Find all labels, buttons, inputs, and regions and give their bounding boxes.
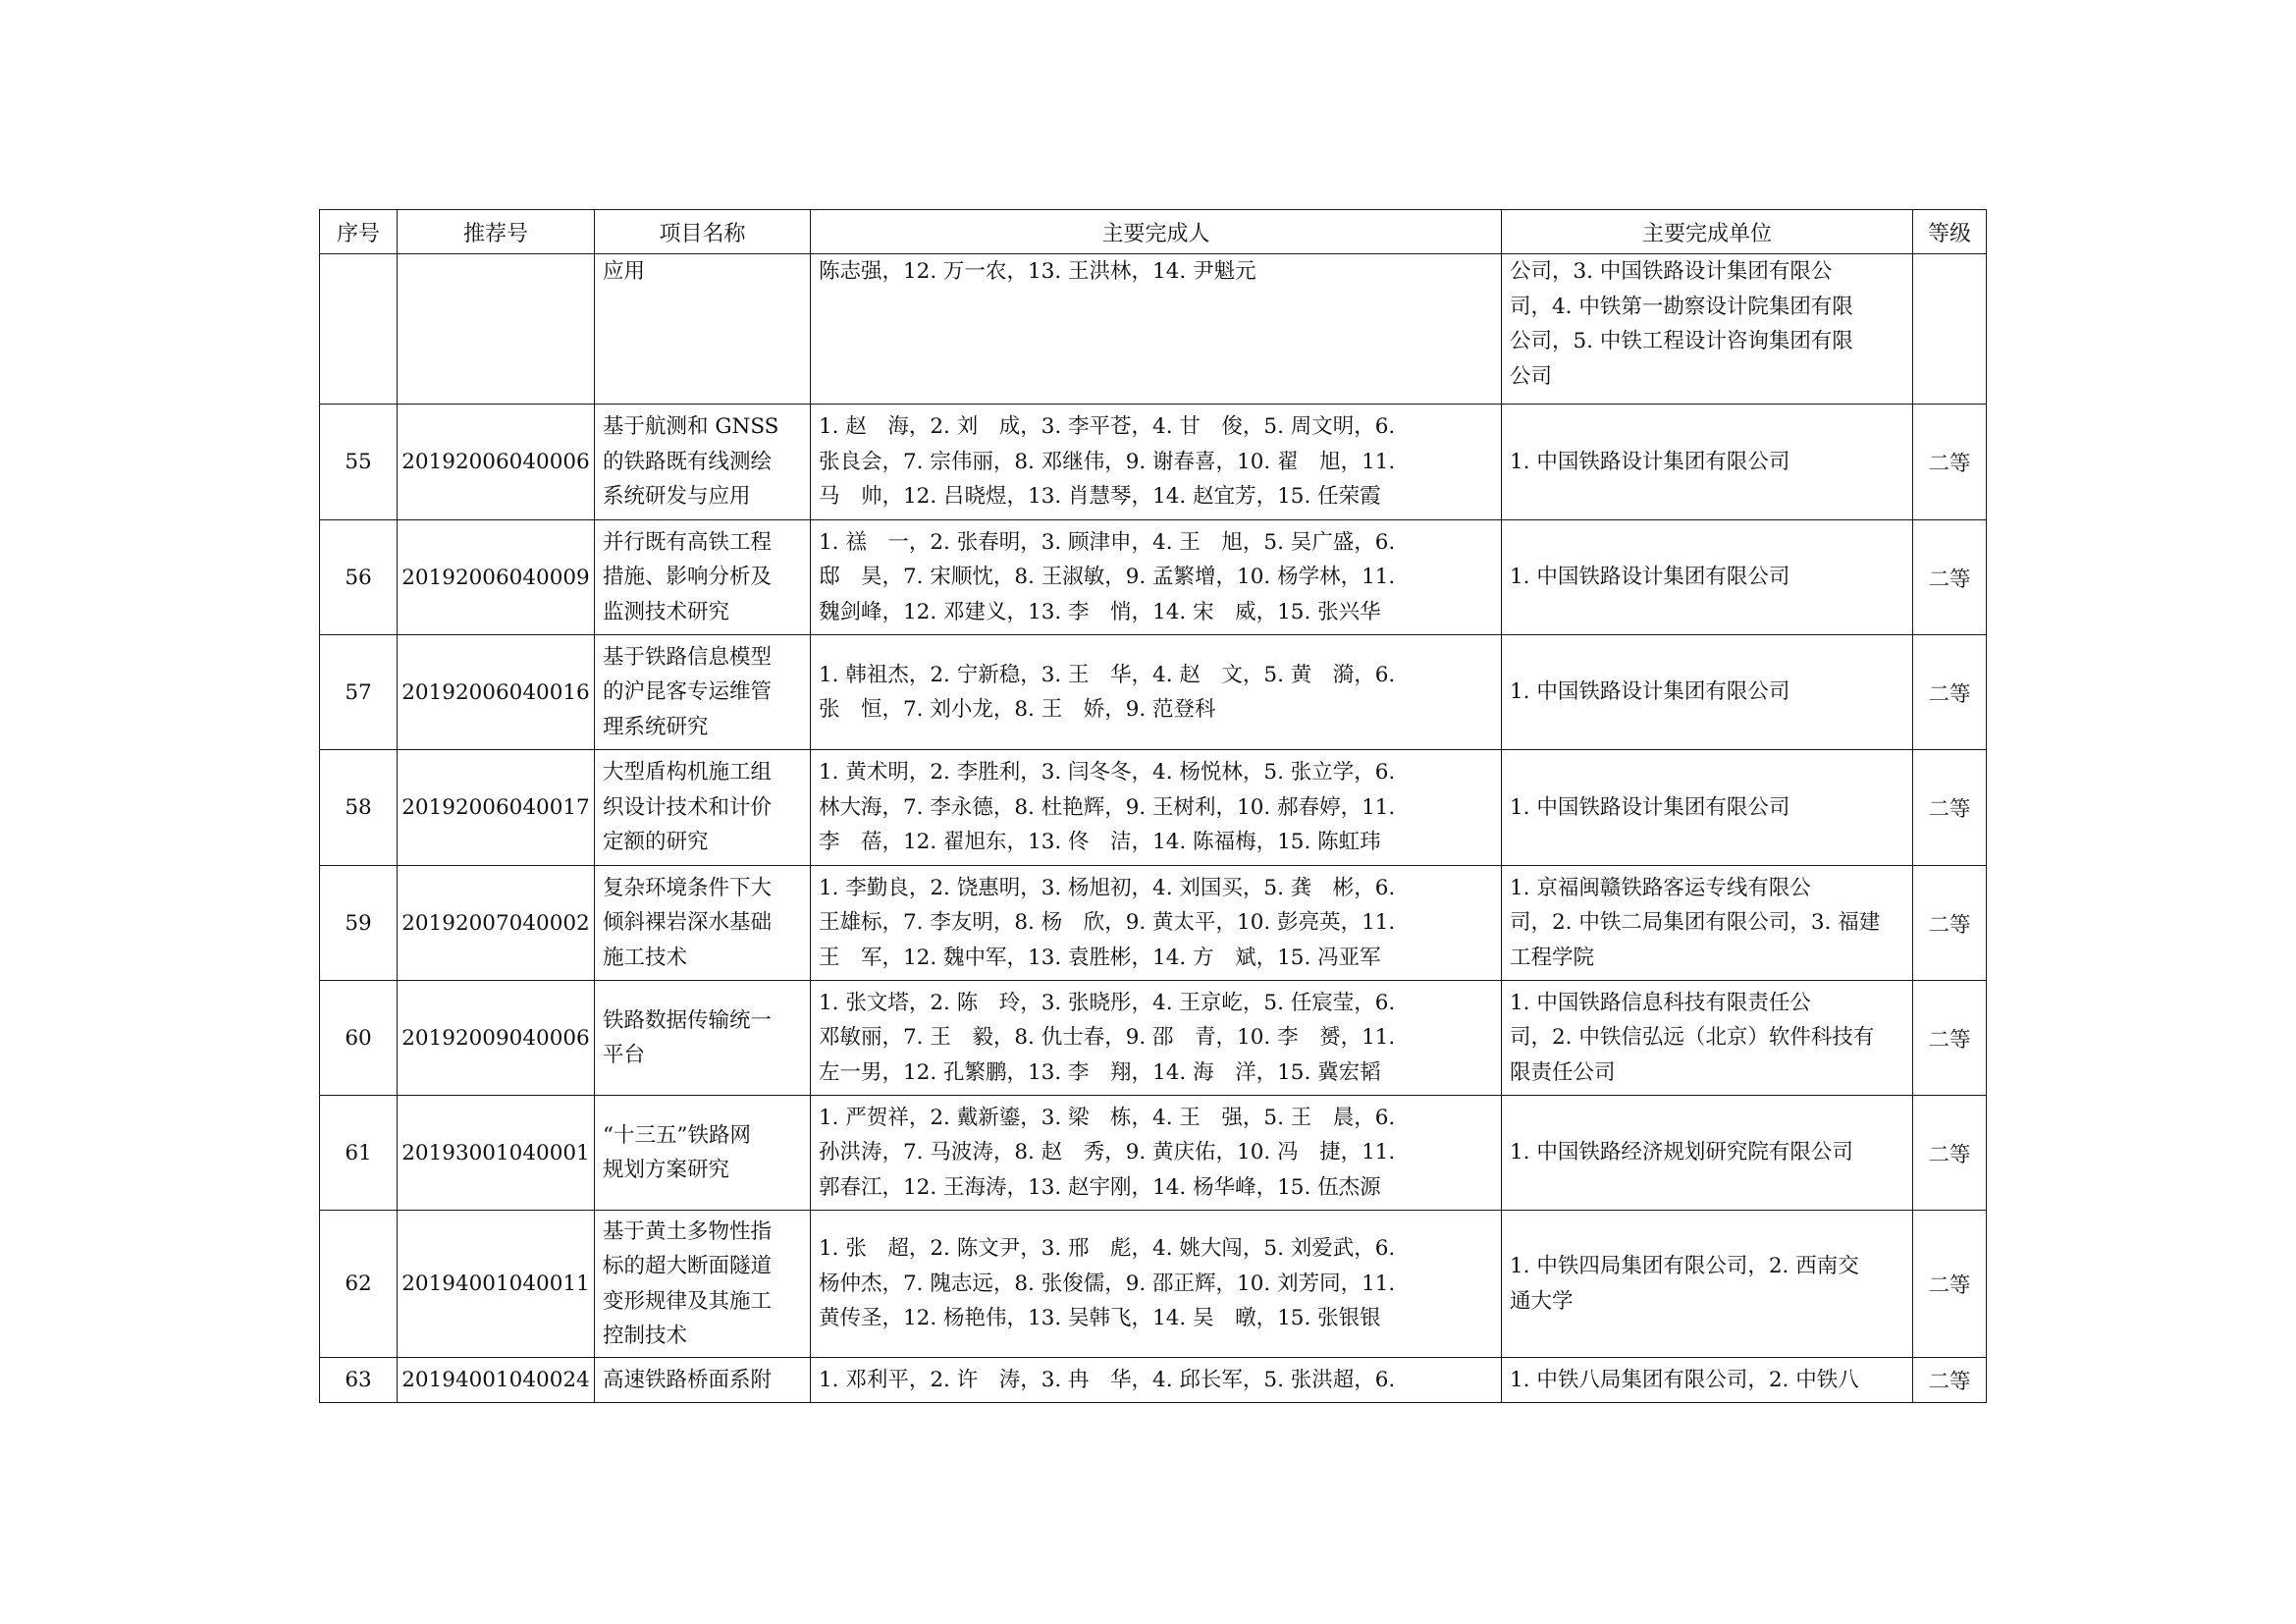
cell-seq: 56 [320, 520, 398, 635]
cell-seq [320, 254, 398, 405]
cell-main-people [811, 1096, 1502, 1211]
table-row [320, 1096, 1987, 1211]
cell-line: 并行既有高铁工程 [603, 529, 773, 555]
cell-line: 林大海，7. 李永德，8. 杜艳辉，9. 王树利，10. 郝春婷，11. [819, 794, 1396, 820]
cell-line: 1. 中国铁路经济规划研究院有限公司 [1510, 1140, 1853, 1165]
cell-grade: 二等 [1913, 635, 1987, 750]
cell-project-name [595, 1211, 811, 1358]
cell-line: 1. 黄术明，2. 李胜利，3. 闫冬冬，4. 杨悦林，5. 张立学，6. [819, 760, 1396, 785]
cell-line: 孙洪涛，7. 马波涛，8. 赵 秀，9. 黄庆佑，10. 冯 捷，11. [819, 1140, 1396, 1165]
cell-line: 司，2. 中铁信弘远（北京）软件科技有 [1510, 1025, 1875, 1051]
cell-line: 马 帅，12. 吕晓煜，13. 肖慧琴，14. 赵宜芳，15. 任荣霞 [819, 484, 1381, 510]
header-seq: 序号 [320, 210, 398, 254]
table-row [320, 1211, 1987, 1358]
cell-project-name [595, 254, 811, 405]
cell-main-units [1502, 1096, 1913, 1211]
cell-seq: 59 [320, 866, 398, 981]
cell-seq: 61 [320, 1096, 398, 1211]
cell-main-units [1502, 981, 1913, 1096]
cell-grade: 二等 [1913, 866, 1987, 981]
cell-project-name [595, 1358, 811, 1403]
header-grade: 等级 [1913, 210, 1987, 254]
cell-line: 1. 张文塔，2. 陈 玲，3. 张晓彤，4. 王京屹，5. 任宸莹，6. [819, 990, 1396, 1015]
cell-rec-no: 20192006040006 [398, 405, 595, 520]
cell-line: 张 恒，7. 刘小龙，8. 王 娇，9. 范登科 [819, 697, 1216, 722]
cell-main-units [1502, 254, 1913, 405]
cell-line: 张良会，7. 宗伟丽，8. 邓继伟，9. 谢春喜，10. 翟 旭，11. [819, 449, 1396, 474]
cell-line: 基于黄土多物性指 [603, 1218, 773, 1244]
cell-line: 变形规律及其施工 [603, 1288, 773, 1314]
table-row [320, 520, 1987, 635]
cell-grade: 二等 [1913, 750, 1987, 866]
cell-main-people [811, 1358, 1502, 1403]
cell-line: 王 军，12. 魏中军，13. 袁胜彬，14. 方 斌，15. 冯亚军 [819, 945, 1381, 970]
award-table [319, 209, 1987, 1403]
cell-line: 定额的研究 [603, 830, 709, 855]
cell-line: 倾斜裸岩深水基础 [603, 910, 773, 936]
cell-main-units [1502, 405, 1913, 520]
cell-rec-no: 20192006040016 [398, 635, 595, 750]
table-body [320, 254, 1987, 1403]
cell-main-people [811, 405, 1502, 520]
cell-line: 1. 李勤良，2. 饶惠明，3. 杨旭初，4. 刘国买，5. 龚 彬，6. [819, 875, 1396, 900]
cell-seq: 55 [320, 405, 398, 520]
cell-line: 复杂环境条件下大 [603, 875, 773, 900]
cell-line: 控制技术 [603, 1324, 688, 1348]
cell-rec-no: 20194001040011 [398, 1211, 595, 1358]
cell-line: 基于铁路信息模型 [603, 644, 773, 670]
header-main-people: 主要完成人 [811, 210, 1502, 254]
cell-line: 杨仲杰，7. 隗志远，8. 张俊儒，9. 邵正辉，10. 刘芳同，11. [819, 1271, 1396, 1296]
table-row [320, 405, 1987, 520]
cell-line: 施工技术 [603, 945, 688, 970]
table-header-row [320, 210, 1987, 254]
cell-line: 王雄标，7. 李友明，8. 杨 欣，9. 黄太平，10. 彭亮英，11. [819, 910, 1396, 936]
cell-main-people [811, 750, 1502, 866]
table-row [320, 750, 1987, 866]
cell-seq: 60 [320, 981, 398, 1096]
cell-rec-no: 20194001040024 [398, 1358, 595, 1403]
cell-main-units [1502, 520, 1913, 635]
cell-line: 措施、影响分析及 [603, 565, 773, 590]
cell-grade: 二等 [1913, 405, 1987, 520]
cell-rec-no: 20192009040006 [398, 981, 595, 1096]
cell-rec-no: 20193001040001 [398, 1096, 595, 1211]
header-project-name: 项目名称 [595, 210, 811, 254]
cell-main-units [1502, 1358, 1913, 1403]
cell-line: 的沪昆客专运维管 [603, 679, 773, 705]
cell-line: 平台 [603, 1043, 646, 1067]
cell-line: 1. 中国铁路设计集团有限公司 [1510, 565, 1790, 590]
table-row [320, 254, 1987, 405]
cell-main-units [1502, 1211, 1913, 1358]
cell-line: 大型盾构机施工组 [603, 760, 773, 785]
cell-line: 1. 张 超，2. 陈文尹，3. 邢 彪，4. 姚大闯，5. 刘爱武，6. [819, 1236, 1396, 1262]
cell-line: 工程学院 [1510, 945, 1595, 970]
table-row [320, 981, 1987, 1096]
cell-rec-no: 20192006040017 [398, 750, 595, 866]
cell-seq: 57 [320, 635, 398, 750]
cell-project-name [595, 750, 811, 866]
cell-line: 公司，5. 中铁工程设计咨询集团有限 [1510, 329, 1853, 353]
cell-main-people [811, 981, 1502, 1096]
cell-line: 邸 昊，7. 宋顺忱，8. 王淑敏，9. 孟繁增，10. 杨学林，11. [819, 565, 1396, 590]
cell-line: 1. 赵 海，2. 刘 成，3. 李平苍，4. 甘 俊，5. 周文明，6. [819, 414, 1396, 440]
cell-line: 公司，3. 中国铁路设计集团有限公 [1510, 259, 1833, 284]
cell-line: 司，4. 中铁第一勘察设计院集团有限 [1510, 294, 1853, 319]
header-main-units: 主要完成单位 [1502, 210, 1913, 254]
cell-line: 李 蓓，12. 翟旭东，13. 佟 洁，14. 陈福梅，15. 陈虹玮 [819, 830, 1381, 855]
header-rec-no: 推荐号 [398, 210, 595, 254]
cell-line: 系统研发与应用 [603, 484, 751, 510]
table-row [320, 635, 1987, 750]
cell-rec-no: 20192006040009 [398, 520, 595, 635]
cell-main-people [811, 520, 1502, 635]
cell-main-units [1502, 635, 1913, 750]
cell-grade: 二等 [1913, 1211, 1987, 1358]
cell-project-name [595, 1096, 811, 1211]
cell-grade: 二等 [1913, 1096, 1987, 1211]
cell-line: 1. 严贺祥，2. 戴新鎏，3. 梁 栋，4. 王 强，5. 王 晨，6. [819, 1105, 1396, 1130]
cell-line: “十三五”铁路网 [603, 1122, 751, 1148]
cell-seq: 63 [320, 1358, 398, 1403]
cell-rec-no: 20192007040002 [398, 866, 595, 981]
cell-line: 基于航测和 GNSS [603, 414, 779, 440]
cell-line: 理系统研究 [603, 714, 709, 739]
cell-line: 标的超大断面隧道 [603, 1254, 773, 1278]
cell-grade: 二等 [1913, 981, 1987, 1096]
cell-line: 1. 中国铁路设计集团有限公司 [1510, 449, 1790, 474]
cell-main-people [811, 1211, 1502, 1358]
cell-line: 织设计技术和计价 [603, 794, 773, 820]
cell-line: 1. 中国铁路设计集团有限公司 [1510, 794, 1790, 820]
cell-line: 1. 韩祖杰，2. 宁新稳，3. 王 华，4. 赵 文，5. 黄 漪，6. [819, 662, 1396, 687]
cell-line: 黄传圣，12. 杨艳伟，13. 吴韩飞，14. 吴 暾，15. 张银银 [819, 1306, 1381, 1331]
cell-grade: 二等 [1913, 1358, 1987, 1403]
cell-project-name [595, 520, 811, 635]
cell-line: 1. 京福闽赣铁路客运专线有限公 [1510, 875, 1811, 900]
cell-line: 魏剑峰，12. 邓建义，13. 李 悄，14. 宋 威，15. 张兴华 [819, 599, 1381, 624]
cell-line: 陈志强，12. 万一农，13. 王洪林，14. 尹魁元 [819, 259, 1256, 284]
cell-line: 1. 禚 一，2. 张春明，3. 顾津申，4. 王 旭，5. 吴广盛，6. [819, 529, 1396, 555]
cell-line: 铁路数据传输统一 [603, 1007, 773, 1033]
cell-line: 应用 [603, 259, 646, 284]
table-row [320, 866, 1987, 981]
cell-project-name [595, 866, 811, 981]
cell-line: 1. 中铁八局集团有限公司，2. 中铁八 [1510, 1367, 1859, 1392]
cell-line: 公司 [1510, 363, 1553, 389]
cell-line: 左一男，12. 孔繁鹏，13. 李 翔，14. 海 洋，15. 冀宏韬 [819, 1059, 1381, 1085]
cell-line: 的铁路既有线测绘 [603, 449, 773, 474]
cell-main-people [811, 866, 1502, 981]
cell-line: 1. 中铁四局集团有限公司，2. 西南交 [1510, 1254, 1859, 1278]
cell-main-people [811, 254, 1502, 405]
cell-line: 邓敏丽，7. 王 毅，8. 仇士春，9. 邵 青，10. 李 赟，11. [819, 1025, 1396, 1051]
cell-line: 1. 邓利平，2. 许 涛，3. 冉 华，4. 邱长军，5. 张洪超，6. [819, 1367, 1396, 1392]
cell-main-units [1502, 866, 1913, 981]
cell-project-name [595, 635, 811, 750]
table-row [320, 1358, 1987, 1403]
cell-main-people [811, 635, 1502, 750]
cell-line: 1. 中国铁路信息科技有限责任公 [1510, 990, 1811, 1015]
cell-line: 1. 中国铁路设计集团有限公司 [1510, 679, 1790, 705]
cell-seq: 58 [320, 750, 398, 866]
cell-rec-no [398, 254, 595, 405]
cell-line: 监测技术研究 [603, 599, 730, 624]
cell-project-name [595, 981, 811, 1096]
cell-line: 高速铁路桥面系附 [603, 1367, 773, 1392]
cell-project-name [595, 405, 811, 520]
cell-main-units [1502, 750, 1913, 866]
cell-line: 司，2. 中铁二局集团有限公司，3. 福建 [1510, 910, 1881, 936]
cell-grade: 二等 [1913, 520, 1987, 635]
cell-line: 郭春江，12. 王海涛，13. 赵宇刚，14. 杨华峰，15. 伍杰源 [819, 1174, 1381, 1200]
cell-line: 规划方案研究 [603, 1158, 730, 1182]
cell-line: 通大学 [1510, 1288, 1574, 1314]
cell-grade [1913, 254, 1987, 405]
cell-line: 限责任公司 [1510, 1059, 1616, 1085]
cell-seq: 62 [320, 1211, 398, 1358]
